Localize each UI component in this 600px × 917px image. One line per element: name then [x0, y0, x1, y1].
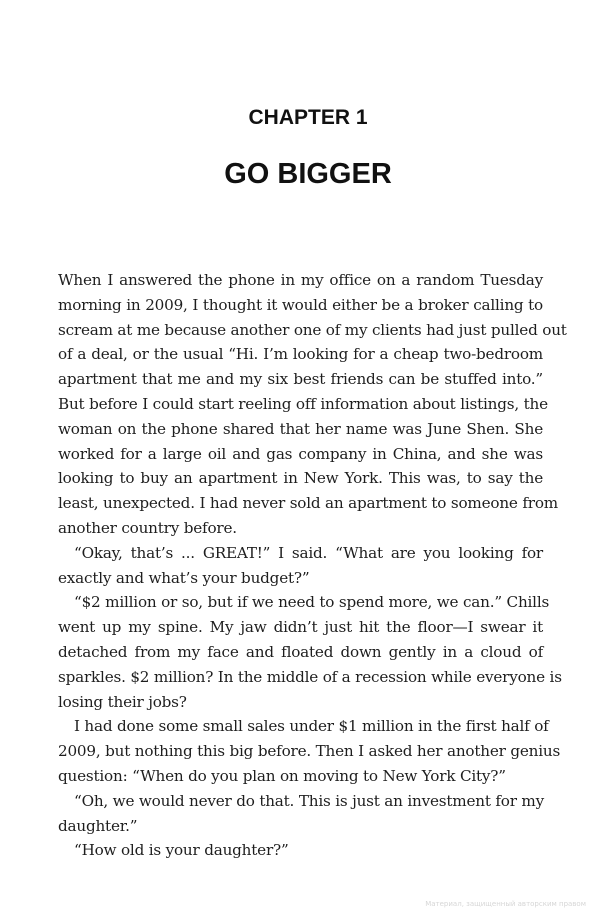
text-line: 2009, but nothing this big before. Then I asked her another genius: [58, 742, 561, 761]
body-text: [58, 268, 567, 863]
text-line: looking to buy an apartment in New York. This was, to say the: [58, 469, 543, 488]
text-line: “$2 million or so, but if we need to spend more, we can.” Chills: [74, 593, 550, 612]
chapter-number: CHAPTER 1: [248, 106, 368, 129]
text-line: When I answered the phone in my office on a random Tuesday: [58, 271, 543, 289]
text-line: worked for a large oil and gas company in China, and she was: [58, 444, 543, 463]
text-line: woman on the phone shared that her name was June Shen. She: [58, 419, 543, 438]
watermark: Материал, защищенный авторским правом: [425, 900, 586, 908]
text-line: detached from my face and floated down gently in a cloud of: [58, 642, 543, 661]
text-line: another country before.: [58, 518, 237, 537]
text-line: “Oh, we would never do that. This is just an investment for my: [74, 791, 545, 810]
text-line: But before I could start reeling off information about listings, the: [58, 394, 548, 413]
text-line: losing their jobs?: [58, 692, 187, 711]
text-line: sparkles. $2 million? In the middle of a recession while everyone is: [58, 667, 562, 686]
text-line: exactly and what’s your budget?”: [58, 568, 310, 587]
text-line: went up my spine. My jaw didn’t just hit the floor—I swear it: [58, 618, 543, 637]
text-line: I had done some small sales under $1 million in the first half of: [74, 717, 549, 736]
text-line: “Okay, that’s ... GREAT!” I said. “What are you looking for: [74, 543, 543, 562]
text-line: scream at me because another one of my clients had just pulled out: [58, 320, 567, 339]
text-line: apartment that me and my six best friends can be stuffed into.”: [58, 370, 543, 389]
chapter-title: GO BIGGER: [224, 158, 392, 190]
text-line: least, unexpected. I had never sold an apartment to someone from: [58, 494, 558, 513]
text-line: of a deal, or the usual “Hi. I’m looking for a cheap two-bedroom: [58, 345, 543, 364]
text-line: daughter.”: [58, 816, 138, 835]
text-line: morning in 2009, I thought it would either be a broker calling to: [58, 295, 543, 314]
text-line: “How old is your daughter?”: [74, 841, 289, 860]
text-line: question: “When do you plan on moving to New York City?”: [58, 766, 506, 785]
